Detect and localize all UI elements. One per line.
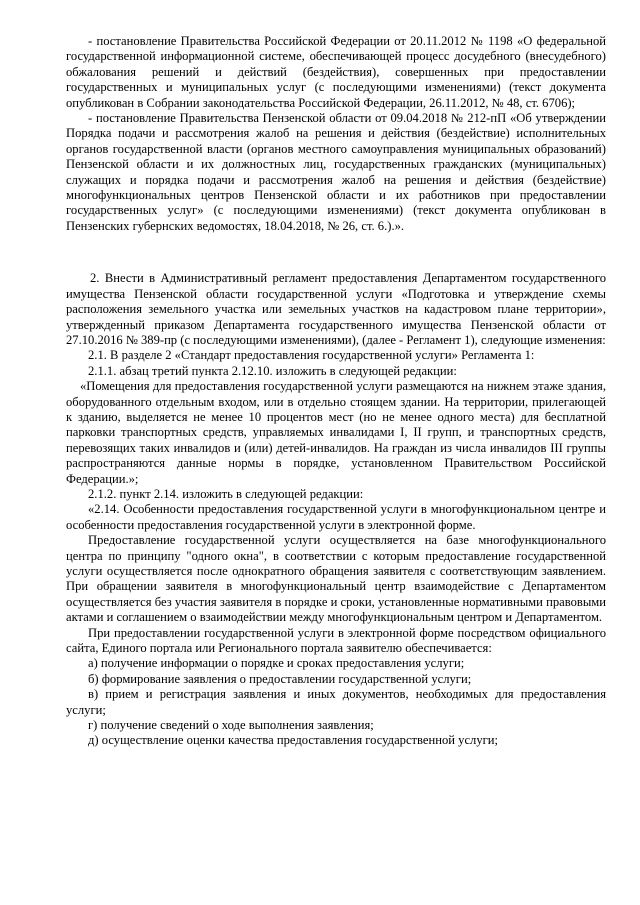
paragraph-quote-premises: «Помещения для предоставления государственной услуги размещаются на нижнем этаже здания, оборудованного отдельным входом, или в отдельно стоящем здании. На территории, прилегающей к зданию, выделяется не менее 10 процентов мест (но не менее одного места) для бесплатной парковки транспортных средств, управляемых инвалидами I, II групп, и транспортных средств, перевозящих таких инвалидов и (или) детей-инвалидов. На граждан из числа инвалидов III группы распространяются данные нормы в порядке, установленном Правительством Российской Федерации.»; <box>66 379 606 486</box>
paragraph-decree-212: - постановление Правительства Пензенской области от 09.04.2018 № 212-пП «Об утверждении Порядка подачи и рассмотрения жалоб на решения и действия (бездействие) исполнительных органов государственной власти (органов местного самоуправления муниципальных образований) Пензенской области и их должностных лиц, государственных гражданских (муниципальных) служащих и порядка подачи и рассмотрения жалоб на решения и действия (бездействие) многофункциональных центров Пензенской области и их работников при предоставлении государственных услуг» (с последующими изменениями) (текст документа опубликован в Пензенских губернских ведомостях, 18.04.2018, № 26, ст. 6.).». <box>66 111 606 233</box>
list-item: б) формирование заявления о предоставлении государственной услуги; <box>88 671 472 686</box>
list-item: в) прием и регистрация заявления и иных документов, необходимых для предоставления услуги; <box>66 687 606 717</box>
paragraph-item-2: 2. Внести в Административный регламент предоставления Департаментом государственного имущества Пензенской области государственной услуги «Подготовка и утверждение схемы расположения земельного участка или земельных участков на кадастровом плане территории», утвержденный приказом Департамента государственного имущества Пензенской области от 27.10.2016 № 389-пр (с последующими изменениями), (далее - Регламент 1), следующие изменения: <box>66 271 606 347</box>
paragraph-electronic-form: При предоставлении государственной услуги в электронной форме посредством официального сайта, Единого портала или Регионального портала заявителю обеспечивается: <box>66 625 606 656</box>
paragraph-item-2-1: 2.1. В разделе 2 «Стандарт предоставления государственной услуги» Регламента 1: <box>88 348 535 363</box>
paragraph-item-2-1-1: 2.1.1. абзац третий пункта 2.12.10. изложить в следующей редакции: <box>88 363 457 378</box>
paragraph-gap <box>66 234 606 271</box>
paragraph-decree-1198: - постановление Правительства Российской Федерации от 20.11.2012 № 1198 «О федеральной государственной информационной системе, обеспечивающей процесс досудебного (внесудебного) обжалования решений и действий (бездействия), совершенных при предоставлении государственных и муниципальных услуг (с последующими изменениями) (текст документа опубликован в Собрании законодательства Российской Федерации, 26.11.2012, № 48, ст. 6706); <box>66 34 606 110</box>
provisions-list <box>66 656 606 748</box>
list-item: д) осуществление оценки качества предоставления государственной услуги; <box>88 733 499 748</box>
paragraph-quote-2-14: «2.14. Особенности предоставления государственной услуги в многофункциональном центре и особенности предоставления государственной услуги в электронной форме. <box>66 502 606 532</box>
list-item: а) получение информации о порядке и сроках предоставления услуги; <box>88 656 465 671</box>
list-item: г) получение сведений о ходе выполнения заявления; <box>88 718 374 733</box>
paragraph-one-window: Предоставление государственной услуги осуществляется на базе многофункционального центра по принципу "одного окна", в соответствии с которым предоставление государственной услуги осуществляется после однократного обращения заявителя с соответствующим заявлением. При обращении заявителя в многофункциональный центр взаимодействие с Департаментом осуществляется без участия заявителя в порядке и сроки, установленные нормативными правовыми актами и соглашением о взаимодействии между многофункциональным центром и Департаментом. <box>66 533 606 625</box>
paragraph-item-2-1-2: 2.1.2. пункт 2.14. изложить в следующей редакции: <box>88 486 364 501</box>
